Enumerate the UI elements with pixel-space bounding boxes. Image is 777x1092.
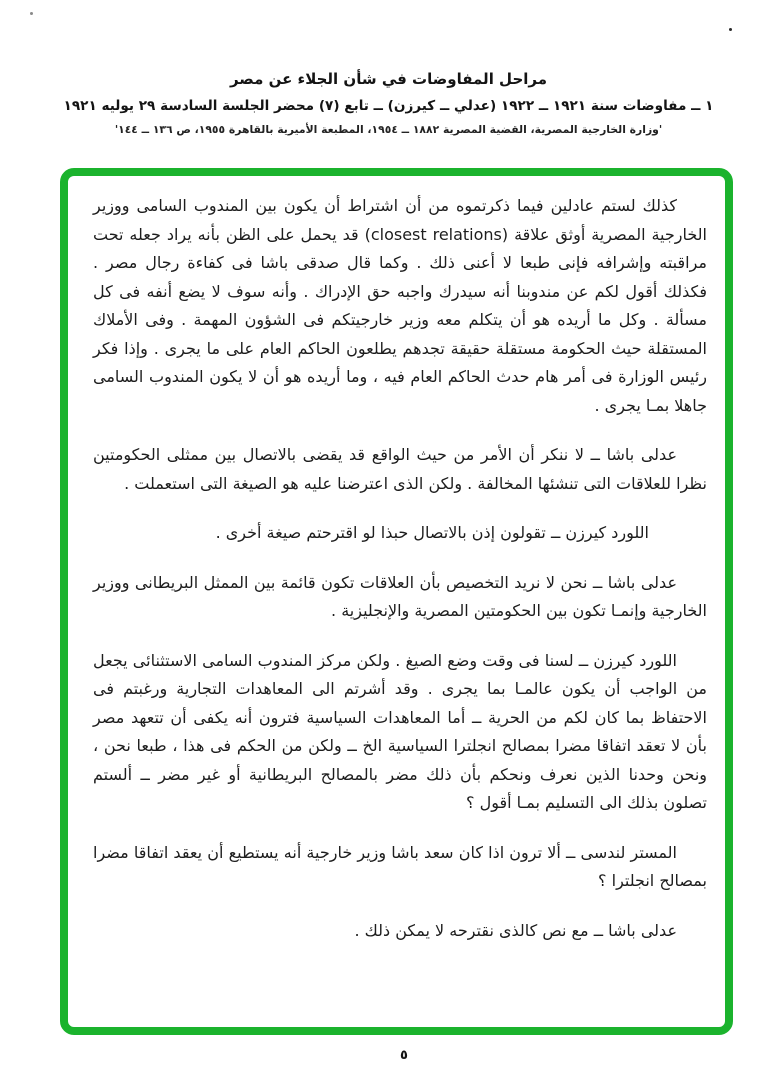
paragraph-adly-pasha: عدلى باشا ــ نحن لا نريد التخصيص بأن العلاقات تكون قائمة بين الممثل البريطانى ووزير الخارجية وإنمـا تكون بين الحكومتين المصرية والإنجليزية . [93, 572, 707, 620]
paragraph-adly-pasha: عدلى باشا ــ مع نص كالذى نقترحه لا يمكن ذلك . [354, 920, 677, 940]
scan-speck [729, 28, 732, 31]
document-source-citation: 'وزارة الخارجية المصرية، القضية المصرية ١٨٨٢ ــ ١٩٥٤، المطبعة الأميرية بالقاهرة ١٩٥٥، ص ١٣٦ ــ ١٤٤' [114, 123, 663, 136]
scan-speck [30, 12, 33, 15]
document-header [0, 70, 777, 136]
paragraph-lord-curzon: اللورد كيرزن ــ تقولون إذن بالاتصال حبذا لو اقترحتم صيغة أخرى . [215, 523, 649, 542]
paragraph-adly-pasha: عدلى باشا ــ لا ننكر أن الأمر من حيث الواقع قد يقضى بالاتصال بين ممثلى الحكومتين نظرا للعلاقات التى تنشئها المخالفة . ولكن الذى اعترضنا عليه هو الصيغة التى استعملت . [93, 445, 707, 493]
page-number: ٥ [400, 1048, 408, 1063]
document-body [93, 192, 707, 966]
paragraph-lord-curzon: اللورد كيرزن ــ لسنا فى وقت وضع الصيغ . ولكن مركز المندوب السامى الاستثنائى يجعل من الواجب أن يكون عالمـا بما يجرى . وقد أشرتم الى المعاهدات التجارية ورغبتم فى الاحتفاظ بما كان لكم من الحرية ــ أما المعاهدات السياسية فترون أنه يكفى أن تتعهد مصر بأن لا تعقد اتفاقا مضرا بمصالح انجلترا السياسية الخ ــ ولكن من الحكم فى هذا ، طبعا نحن ، ونحن وحدنا الذين نعرف ونحكم بأن ذلك مضر بالمصالح البريطانية أو غير مضر ــ ألستم تصلون بذلك الى التسليم بمـا أقول ؟ [93, 650, 707, 812]
document-title: مراحل المفاوضات في شأن الجلاء عن مصر [229, 70, 548, 88]
document-subtitle: ١ ــ مفاوضات سنة ١٩٢١ ــ ١٩٢٢ (عدلي ــ كيرزن) ــ تابع (٧) محضر الجلسة السادسة ٢٩ يوليه ١٩٢١ [63, 98, 714, 114]
paragraph-curzon-speech: كذلك لستم عادلين فيما ذكرتموه من أن اشتراط أن يكون بين المندوب السامى ووزير الخارجية المصرية أوثق علاقة (closest relations) قد يحمل على الظن بأنه يراد جعله تحت مراقبته وإشرافه فإنى طبعا لا أعنى ذلك . وكما قال صدقى باشا فى كفاءة رجال مصر . فكذلك أقول لكم عن مندوبنا أنه سيدرك واجبه حق الإدراك . وأنه سوف لا يضع أنفه فى كل مسألة . وكل ما أريده هو أن يتكلم معه وزير خارجيتكم فى الشؤون المهمة . وفى الأملاك المستقلة حيث الحكومة مستقلة حقيقة تجدهم يطلعون الحاكم العام على ما يجرى . وإذا فكر رئيس الوزارة فى أمر هام حدث الحاكم العام فيه ، وما أريده هو أن لا يكون المندوب السامى جاهلا بمـا يجرى . [93, 196, 707, 415]
paragraph-mr-lindsay: المستر لندسى ــ ألا ترون اذا كان سعد باشا وزير خارجية أنه يستطيع أن يعقد اتفاقا مضرا بمصالح انجلترا ؟ [93, 842, 707, 890]
